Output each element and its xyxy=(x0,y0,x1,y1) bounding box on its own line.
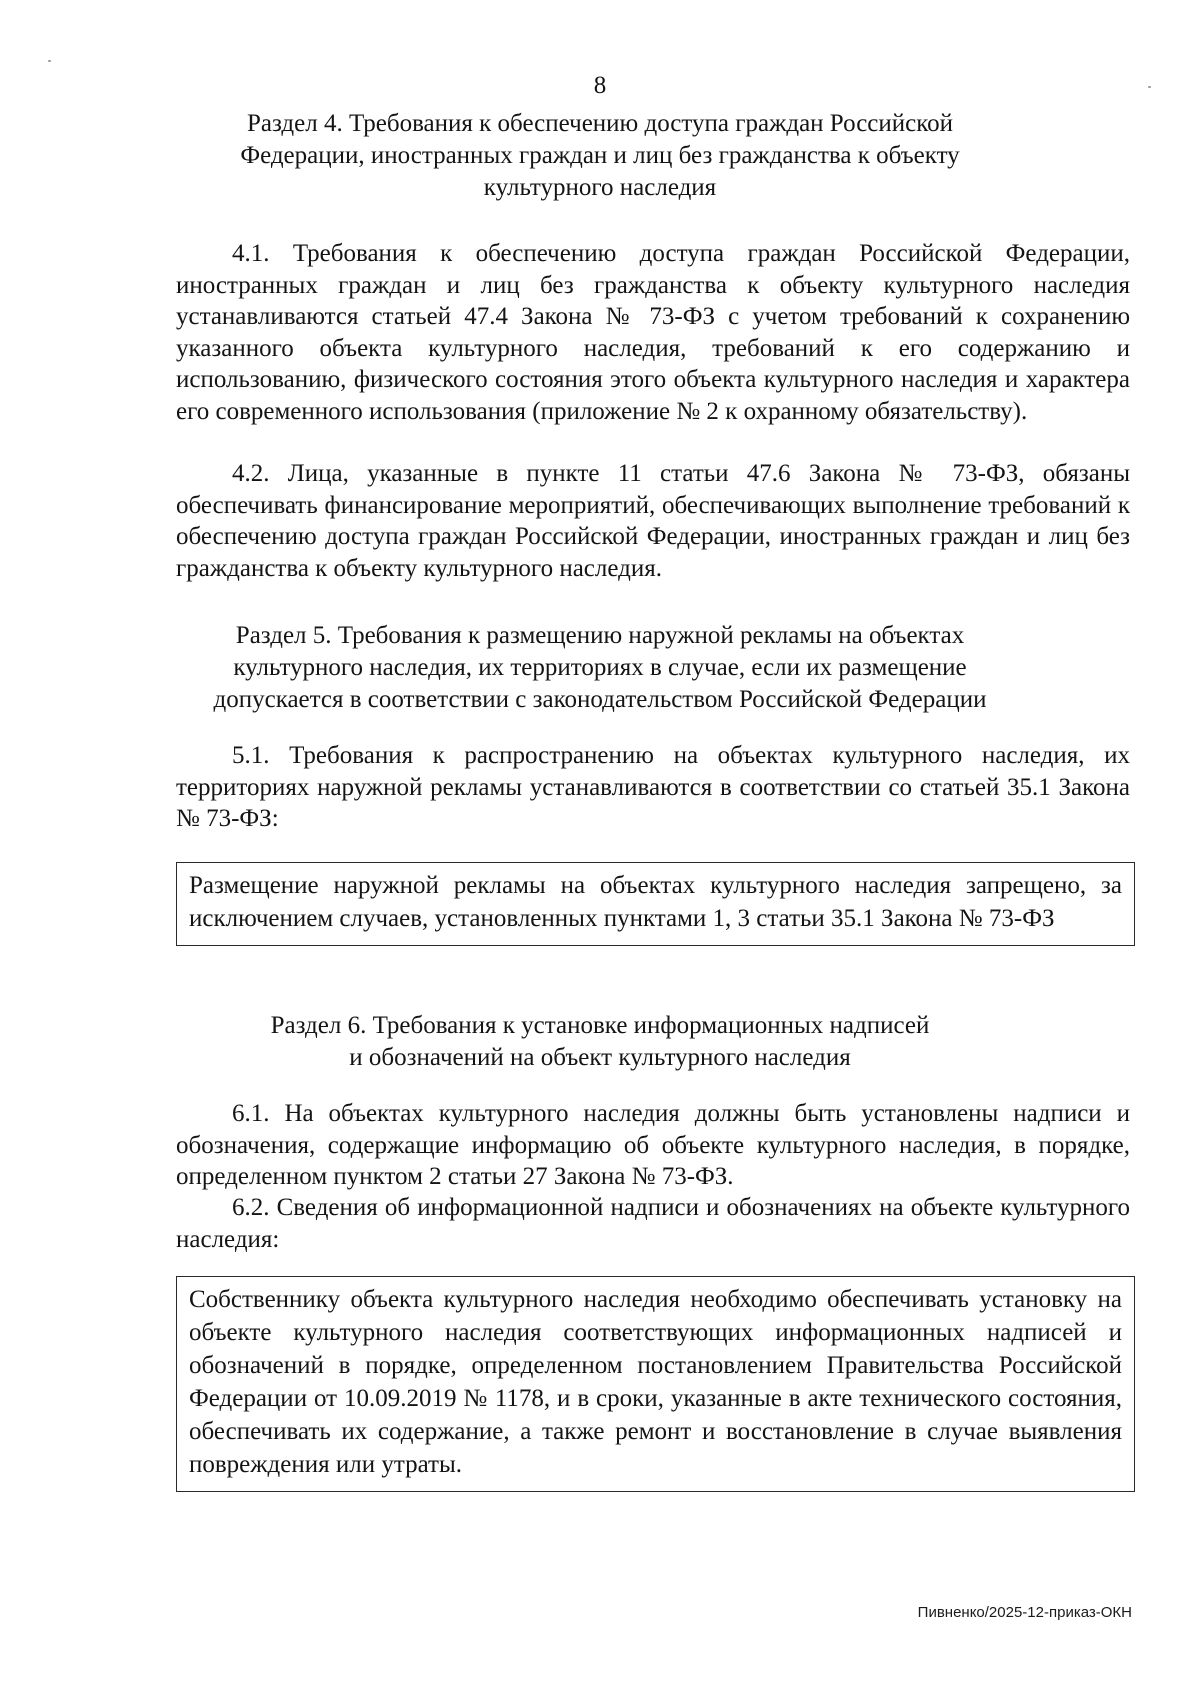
section-5-heading xyxy=(0,620,1200,716)
section-5-heading-line-2: культурного наследия, их территориях в случае, если их размещение xyxy=(233,654,967,681)
paragraph-4-2-text: 4.2. Лица, указанные в пункте 11 статьи 47.6 Закона № 73-ФЗ, обязаны обеспечивать финансирование мероприятий, обеспечивающих выполнение требований к обеспечению доступа граждан Российской Федерации, иностранных граждан и лиц без гражданства к объекту культурного наследия. xyxy=(176,460,1130,582)
paragraph-6-2 xyxy=(176,1192,1130,1255)
paragraph-5-1 xyxy=(176,740,1130,835)
section-5-heading-line-3: допускается в соответствии с законодательством Российской Федерации xyxy=(213,686,987,713)
section-4-heading-line-2: Федерации, иностранных граждан и лиц без гражданства к объекту xyxy=(240,142,960,169)
scan-speck xyxy=(1148,86,1151,88)
section-4-heading xyxy=(0,108,1200,204)
paragraph-4-1 xyxy=(176,238,1130,427)
section-4-heading-line-1: Раздел 4. Требования к обеспечению доступа граждан Российской xyxy=(246,110,954,137)
page-number: 8 xyxy=(593,72,607,99)
section-6-heading-line-2: и обозначений на объект культурного наследия xyxy=(349,1044,851,1071)
paragraph-4-2 xyxy=(176,458,1130,584)
paragraph-6-2-text: 6.2. Сведения об информационной надписи и обозначениях на объекте культурного наследия: xyxy=(176,1194,1130,1253)
section-4-heading-line-3: культурного наследия xyxy=(483,174,717,201)
section-5-heading-line-1: Раздел 5. Требования к размещению наружной рекламы на объектах xyxy=(235,622,965,649)
section-6-boxed-statement: Собственнику объекта культурного наследия необходимо обеспечивать установку на объекте культурного наследия соответствующих информационных надписей и обозначений в порядке, определенном постановлением Правительства Российской Федерации от 10.09.2019 № 1178, и в сроки, указанные в акте технического состояния, обеспечивать их содержание, а также ремонт и восстановление в случае выявления повреждения или утраты. xyxy=(176,1276,1135,1492)
section-5-boxed-statement: Размещение наружной рекламы на объектах культурного наследия запрещено, за исключением случаев, установленных пунктами 1, 3 статьи 35.1 Закона № 73-ФЗ xyxy=(176,862,1135,946)
paragraph-5-1-text: 5.1. Требования к распространению на объектах культурного наследия, их территориях наружной рекламы устанавливаются в соответствии со статьей 35.1 Закона № 73-ФЗ: xyxy=(176,742,1130,832)
section-6-heading-line-1: Раздел 6. Требования к установке информационных надписей xyxy=(270,1012,930,1039)
paragraph-6-1 xyxy=(176,1098,1130,1193)
document-footer-reference: Пивненко/2025-12-приказ-ОКН xyxy=(917,1604,1132,1621)
paragraph-6-1-text: 6.1. На объектах культурного наследия должны быть установлены надписи и обозначения, содержащие информацию об объекте культурного наследия, в порядке, определенном пунктом 2 статьи 27 Закона № 73-ФЗ. xyxy=(176,1100,1130,1190)
section-6-heading xyxy=(0,1010,1200,1074)
paragraph-4-1-text: 4.1. Требования к обеспечению доступа граждан Российской Федерации, иностранных граждан и лиц без гражданства к объекту культурного наследия устанавливаются статьей 47.4 Закона № 73-ФЗ с учетом требований к сохранению указанного объекта культурного наследия, требований к его содержанию и использованию, физического состояния этого объекта культурного наследия и характера его современного использования (приложение № 2 к охранному обязательству). xyxy=(176,240,1130,425)
scan-speck xyxy=(48,60,51,62)
